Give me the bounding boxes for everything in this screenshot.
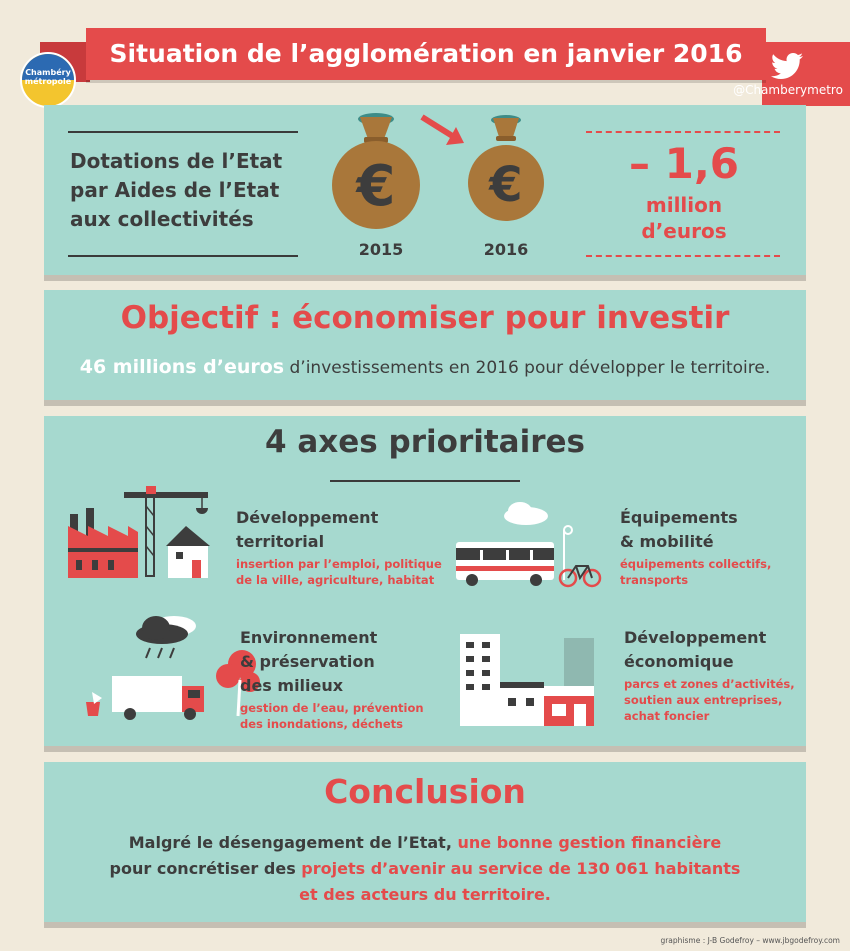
dotations-panel [44,105,806,275]
building-icon [460,634,544,726]
year-2016: 2016 [483,240,529,259]
chambery-metropole-logo: Chambéry métropole [20,52,76,108]
factory-icon [68,508,138,578]
conclusion-panel [44,762,806,922]
change-unit-line2: d’euros [641,219,727,243]
change-value: – 1,6 [628,139,740,188]
change-unit-line1: million [645,193,723,217]
axe-equipements: Équipements & mobilité équipements collectifs, transports [620,508,772,587]
axe-environnement: Environnement & préservation des milieux gestion de l’eau, prévention des inondations, déchets [240,628,424,731]
page-title: Situation de l’agglomération en janvier 2016 [109,39,743,68]
money-bag-icon [464,111,548,227]
arrow-icon [416,111,468,147]
year-2015: 2015 [358,240,404,259]
twitter-icon[interactable] [770,52,804,80]
axe-territorial: Développement territorial insertion par l’emploi, politique de la ville, agriculture, habitat [236,508,442,587]
environment-illustration [64,612,264,724]
buildings-illustration [452,622,602,726]
axes-title: 4 axes prioritaires [265,424,585,460]
shop-icon [544,686,594,726]
cloud-icon [136,616,196,658]
conclusion-text: Malgré le désengagement de l’Etat, une bonne gestion financière pour concrétiser des projets d’avenir au service de 130 061 habitants et des acteurs du territoire. [109,833,741,904]
svg-text:€: € [356,154,396,219]
house-icon [166,526,210,578]
twitter-handle[interactable]: @Chamberymetro [733,83,843,97]
dotations-label: Dotations de l’Etat par Aides de l’Etat aux collectivités [70,149,283,231]
objectif-amount: 46 millions d’euros [79,356,285,378]
bus-icon [456,542,554,586]
bus-bicycle-illustration [450,500,610,590]
credit: graphisme : J-B Godefroy – www.jbgodefroy.com [660,936,840,945]
objectif-title: Objectif : économiser pour investir [120,300,730,336]
factory-crane-house-illustration [62,486,242,586]
svg-text:€: € [489,157,523,213]
objectif-text [44,356,806,378]
objectif-panel [44,290,806,400]
axe-economique: Développement économique parcs et zones d’activités, soutien aux entreprises, achat foncier [624,628,795,723]
conclusion-title: Conclusion [324,772,526,811]
bicycle-icon [560,566,600,586]
axes-panel [44,416,806,746]
money-bag-icon [328,109,424,231]
garbage-truck-icon [86,676,204,720]
objectif-description: d’investissements en 2016 pour développer le territoire. [289,358,771,378]
